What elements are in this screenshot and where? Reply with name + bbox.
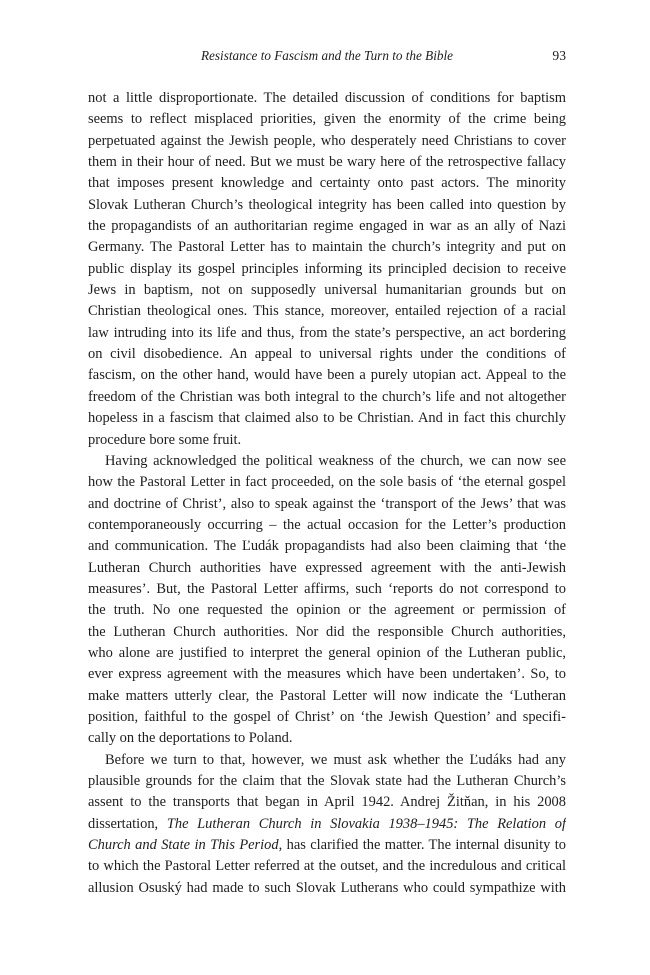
text-line-with-title	[88, 835, 566, 856]
text-line: make matters utterly clear, the Pastoral Letter will now indicate the ‘Lutheran	[88, 687, 566, 704]
body-text	[88, 88, 566, 899]
text-line: Slovak Lutheran Church’s theological integrity has been called into question by	[88, 196, 566, 213]
text-line: plausible grounds for the claim that the Slovak state had the Lutheran Church’s	[88, 773, 566, 789]
text-line: who alone are justified to interpret the general opinion of the Lutheran public,	[88, 644, 566, 661]
text-line: freedom of the Christian was both integral to the church’s life and not altogether	[88, 388, 566, 405]
text-segment: dissertation,	[88, 815, 167, 832]
text-line: assent to the transports that began in April 1942. Andrej Žitňan, in his 2008	[88, 794, 566, 811]
text-line: the Lutheran Church authorities. Nor did the responsible Church authorities,	[88, 623, 566, 640]
text-line: Christian theological ones. This stance, moreover, entailed rejection of a racial	[88, 303, 566, 320]
text-line: seems to reflect misplaced priorities, given the enormity of the crime being	[88, 111, 566, 128]
text-line: fascism, on the other hand, would have been a purely utopian act. Appeal to the	[88, 367, 566, 384]
text-line: Having acknowledged the political weakness of the church, we can now see	[105, 452, 566, 469]
text-segment: , has clarified the matter. The internal disunity to	[278, 837, 566, 854]
page-number: 93	[552, 48, 566, 63]
running-title: Resistance to Fascism and the Turn to the Bible	[201, 48, 453, 63]
text-line: ever express agreement with the measures which have been undertaken’. So, to	[88, 666, 566, 683]
text-line: Jews in baptism, not on supposedly universal humanitarian grounds but on	[88, 282, 566, 299]
text-line: measures’. But, the Pastoral Letter affirms, such ‘reports do not correspond to	[88, 580, 566, 597]
text-line: not a little disproportionate. The detailed discussion of conditions for baptism	[88, 90, 566, 106]
paragraph-2	[88, 451, 566, 750]
text-line: procedure bore some fruit.	[88, 431, 242, 448]
text-line: how the Pastoral Letter in fact proceeded, on the sole basis of ‘the eternal gospel	[88, 474, 566, 491]
italic-title: Church and State in This Period	[88, 837, 279, 854]
text-line: cally on the deportations to Poland.	[88, 730, 293, 747]
text-line: perpetuated against the Jewish people, who desperately need Christians to cover	[88, 132, 566, 149]
text-line: and communication. The Ľudák propagandists had also been claiming that ‘the	[88, 538, 566, 555]
text-line: Before we turn to that, however, we must ask whether the Ľudáks had any	[105, 751, 566, 768]
text-line-with-title	[88, 814, 566, 835]
text-line: them in their hour of need. But we must be wary here of the retrospective fallacy	[88, 154, 566, 171]
text-line: position, faithful to the gospel of Christ’ on ‘the Jewish Question’ and specifi-	[88, 708, 566, 725]
text-line: the truth. No one requested the opinion or the agreement or permission of	[88, 602, 566, 619]
text-line: to which the Pastoral Letter referred at the outset, and the incredulous and critical	[88, 858, 566, 875]
text-line: Lutheran Church authorities have expressed agreement with the anti-Jewish	[88, 559, 566, 576]
text-line: Germany. The Pastoral Letter has to maintain the church’s integrity and put on	[88, 239, 566, 256]
text-line: the propagandists of an authoritarian regime engaged in war as an ally of Nazi	[88, 218, 566, 235]
running-head	[88, 46, 566, 66]
paragraph-3	[88, 750, 566, 899]
text-line: public display its gospel principles informing its principled decision to receive	[88, 260, 566, 277]
text-line: hopeless in a fascism that claimed also to be Christian. And in fact this churchly	[88, 410, 566, 427]
text-line: on civil disobedience. An appeal to universal rights under the conditions of	[88, 346, 566, 363]
text-line: law intruding into its life and thus, from the state’s perspective, an act bordering	[88, 324, 566, 341]
paragraph-1	[88, 88, 566, 451]
text-line: allusion Osuský had made to such Slovak Lutherans who could sympathize with	[88, 879, 566, 896]
text-line: and doctrine of Christ’, also to speak against the ‘transport of the Jews’ that was	[88, 495, 566, 512]
text-line: contemporaneously occurring – the actual occasion for the Letter’s production	[88, 516, 566, 533]
text-line: that imposes present knowledge and certainty onto past actors. The minority	[88, 175, 566, 192]
italic-title: The Lutheran Church in Slovakia 1938–1945: The Relation of	[166, 815, 566, 832]
